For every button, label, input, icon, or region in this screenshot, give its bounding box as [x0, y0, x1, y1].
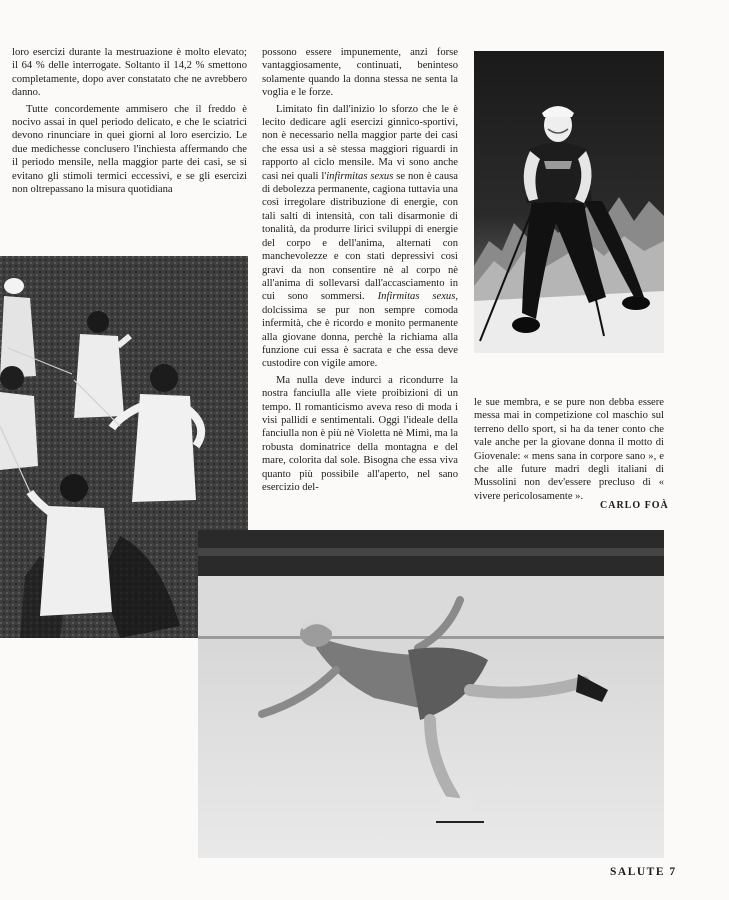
text-run: se non è causa di debolezza permanente, cagiona tuttavia una così irregolare distribuzione di energie, con tali salti di intensità, con tali disarmonie di tonalità, da produrre lirici sviluppi di energie del corpo e dell'anima, alternati con manchevolezze e con stati depressivi così gravi da non consentire nè al corpo nè all'anima di sollevarsi dall'accasciamento in cui sono sommersi.	[262, 170, 458, 303]
paragraph: Tutte concordemente ammisero che il freddo è nocivo assai in quel periodo delicato, e che le sciatrici devono rinunciare in quei giorni al loro esercizio. Le due medichesse conclusero l'inchiesta affermando che il periodo mensile, nella maggior parte dei casi, se si evitano gli stimoli termici eccessivi, e se gli esercizi non oltrepassano la misura quotidiana	[12, 103, 247, 196]
paragraph: loro esercizi durante la mestruazione è molto elevato; il 64 % delle interrogate. Soltanto il 14,2 % smettono completamente, dopo aver constatato che ne avrebbero danno.	[12, 47, 247, 99]
column-3-text	[474, 396, 664, 503]
author-signature: CARLO FOÀ	[600, 500, 669, 511]
paragraph: possono essere impunemente, anzi forse vantaggiosamente, continuati, beninteso solamente quando la donna stessa ne senta la voglia e le forze.	[262, 47, 458, 99]
paragraph: Ma nulla deve indurci a ricondurre la nostra fanciulla alle viete proibizioni di un tempo. Il romanticismo aveva reso di moda i visi pallidi e sentimentali. Oggi l'ideale della fanciulla non è più nè Violetta nè Mimì, ma la robusta dominatrice della montagna e del mare, colorita dal sole. Bisogna che essa viva quanto più possibile all'aperto, nel sano esercizio del-	[262, 374, 458, 493]
skater-photo	[198, 530, 664, 858]
column-1-text	[12, 46, 247, 196]
italic-phrase: infirmitas sexus	[326, 170, 394, 182]
paragraph	[262, 103, 458, 371]
italic-phrase: Infirmitas sexus,	[377, 291, 458, 303]
text-run: Limitato fin dall'inizio lo sforzo che le è lecito dedicare agli esercizi ginnico-sportivi, non è necessario nella maggior parte dei casi che essa usi a sè stessa maggiori riguardi in rapporto al ciclo mensile. Ma vi sono anche casi nei quali l'	[262, 103, 458, 182]
page-number: SALUTE 7	[610, 866, 677, 878]
skier-photo	[474, 51, 664, 353]
column-2-text	[262, 46, 458, 494]
text-run: dolcissima se pur non sempre comoda infermità, che è ricordo e monito permanente alla giovane donna, perchè la richiama alla funzione cui essa è sacrata e che essa deve custodire con vigile amore.	[262, 304, 458, 370]
paragraph: le sue membra, e se pure non debba essere messa mai in competizione col maschio sul terreno dello sport, si ha da tener conto che vale anche per la giovane donna il motto di Giovenale: « mens sana in corpore sano », e che alle future madri degli italiani di Mussolini non dev'essere precluso di « vivere pericolosamente ».	[474, 397, 664, 502]
